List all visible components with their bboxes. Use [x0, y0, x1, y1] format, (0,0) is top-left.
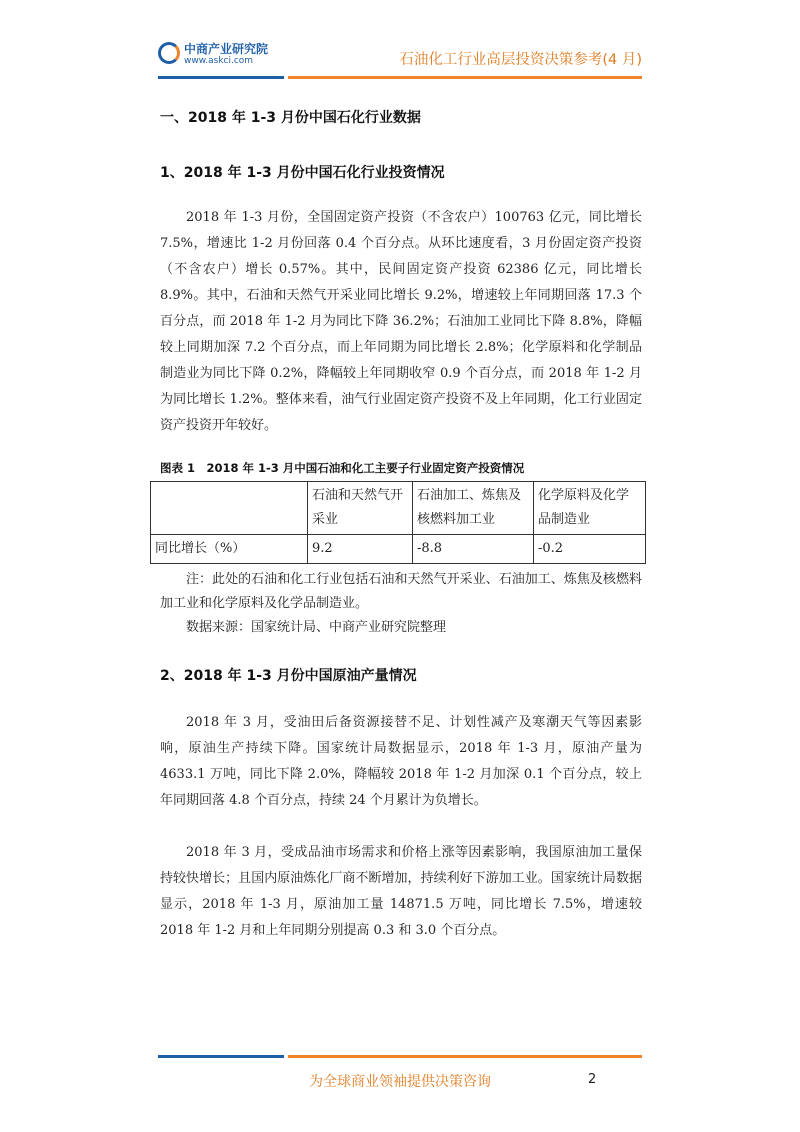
table-header-cell: 石油加工、炼焦及核燃料加工业: [413, 482, 534, 535]
logo-website: www.askci.com: [184, 56, 254, 66]
header-rule-blue: [158, 76, 284, 79]
table-cell: 同比增长（%）: [151, 535, 308, 564]
table-cell: -0.2: [534, 535, 646, 564]
table-note: [160, 568, 642, 640]
crude-processing-paragraph: [160, 840, 642, 944]
table-header-cell: [151, 482, 308, 535]
paragraph-text: 2018 年 3 月，受油田后备资源接替不足、计划性减产及寒潮天气等因素影响，原油生产持续下降。国家统计局数据显示，2018 年 1-3 月，原油产量为 4633.1 万吨，同比下降 2.0%，降幅较 2018 年 1-2 月加深 0.1 个百分点，较上年同期回落 4.8 个百分点，持续 24 个月累计为负增长。: [160, 715, 642, 808]
header-title: 石油化工行业高层投资决策参考(4 月): [399, 52, 642, 68]
footer-rule-orange: [288, 1055, 642, 1058]
logo-name-cn: 中商产业研究院: [184, 42, 269, 56]
company-logo: [158, 40, 278, 70]
table-row: [151, 535, 646, 564]
footer-slogan: 为全球商业领袖提供决策咨询: [309, 1074, 491, 1090]
data-source: 数据来源：国家统计局、中商产业研究院整理: [186, 620, 447, 635]
table-cell: -8.8: [413, 535, 534, 564]
table-caption: 图表 1 2018 年 1-3 月中国石油和化工主要子行业固定资产投资情况: [160, 461, 525, 475]
crude-output-paragraph: [160, 710, 642, 814]
page-number: 2: [588, 1072, 597, 1087]
header-rule-orange: [288, 76, 642, 79]
section-title: 一、2018 年 1-3 月份中国石化行业数据: [160, 110, 421, 126]
table-cell: 9.2: [308, 535, 413, 564]
note-text: 注：此处的石油和化工行业包括石油和天然气开采业、石油加工、炼焦及核燃料加工业和化学原料及化学品制造业。: [160, 572, 642, 611]
footer-rule-blue: [158, 1055, 284, 1058]
page-header: [158, 36, 642, 80]
investment-table: [150, 481, 646, 564]
paragraph-text: 2018 年 3 月，受成品油市场需求和价格上涨等因素影响，我国原油加工量保持较快增长；且国内原油炼化厂商不断增加，持续利好下游加工业。国家统计局数据显示，2018 年 1-3 月，原油加工量 14871.5 万吨，同比增长 7.5%，增速较 2018 年 1-2 月和上年同期分别提高 0.3 和 3.0 个百分点。: [160, 845, 642, 938]
table-header-cell: 化学原料及化学品制造业: [534, 482, 646, 535]
table-header-row: [151, 482, 646, 535]
investment-paragraph: [160, 205, 642, 439]
paragraph-text: 2018 年 1-3 月份，全国固定资产投资（不含农户）100763 亿元，同比增长 7.5%，增速比 1-2 月份回落 0.4 个百分点。从环比速度看，3 月份固定资产投资（不含农户）增长 0.57%。其中，民间固定资产投资 62386 亿元，同比增长 8.9%。其中，石油和天然气开采业同比增长 9.2%，增速较上年同期回落 17.3 个百分点，而 2018 年 1-2 月为同比下降 36.2%；石油加工业同比下降 8.8%，降幅较上同期加深 7.2 个百分点，而上年同期为同比增长 2.8%；化学原料和化学制品制造业为同比下降 0.2%，降幅较上年同期收窄 0.9 个百分点，而 2018 年 1-2 月为同比增长 1.2%。整体来看，油气行业固定资产投资不及上年同期，化工行业固定资产投资开年较好。: [160, 210, 642, 433]
subsection-title-crude-output: 2、2018 年 1-3 月份中国原油产量情况: [160, 668, 417, 684]
subsection-title-investment: 1、2018 年 1-3 月份中国石化行业投资情况: [160, 165, 445, 181]
table-header-cell: 石油和天然气开采业: [308, 482, 413, 535]
logo-icon: [158, 42, 180, 64]
